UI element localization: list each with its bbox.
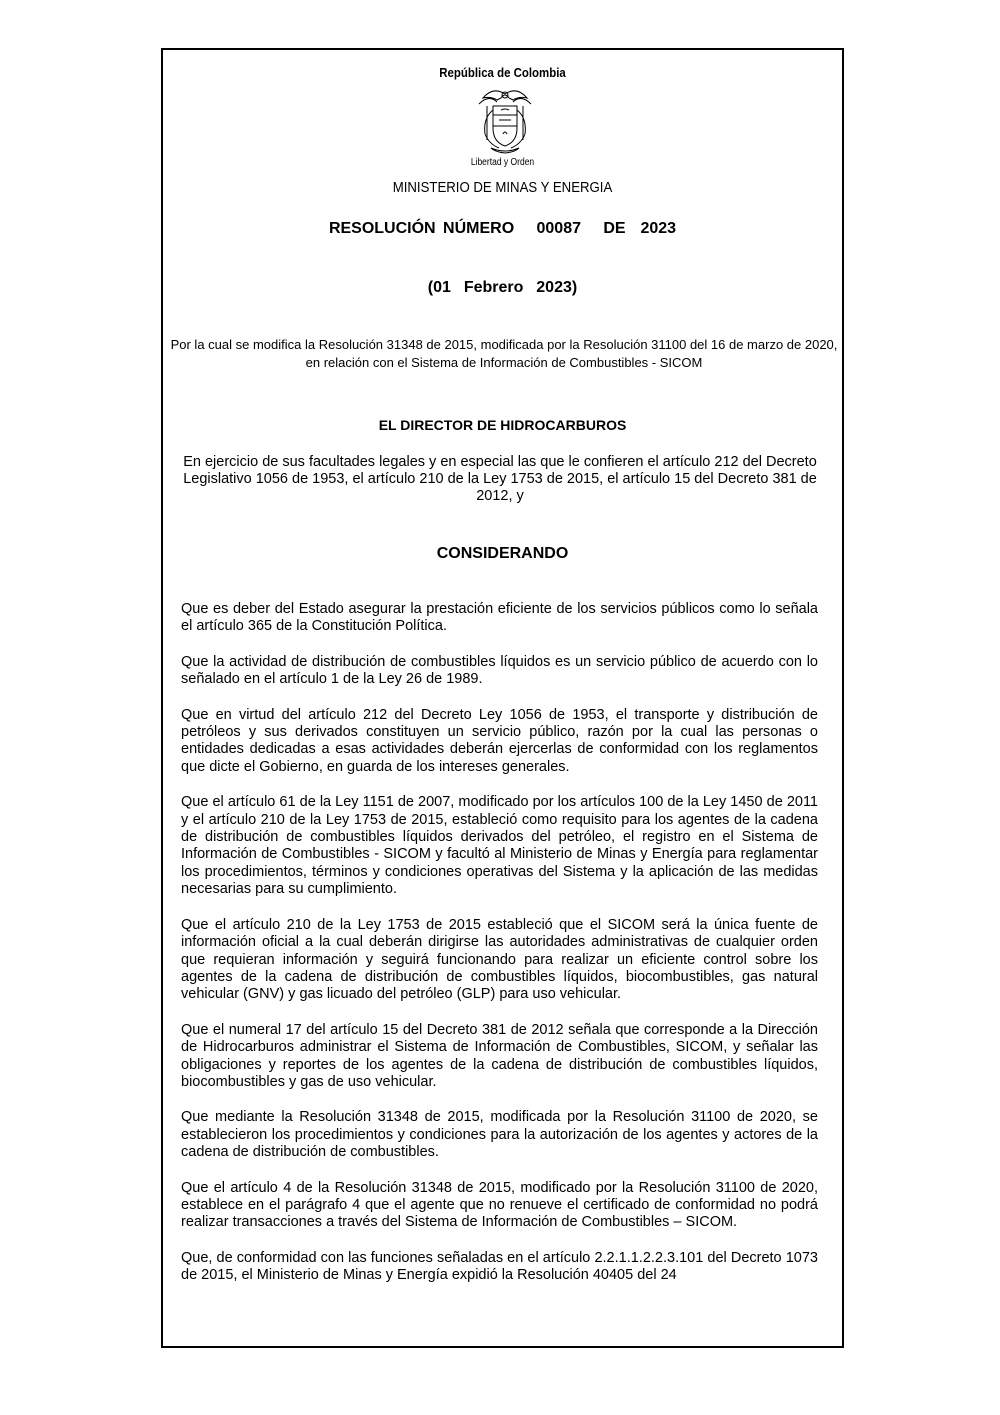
considerando-paragraph: Que el artículo 61 de la Ley 1151 de 2007, modificado por los artículos 100 de la Ley 1450 de 2011 y el artículo 210 de la Ley 1753 de 2015, estableció como requisito para los agentes de la cadena de distribución de combustibles líquidos derivados del petróleo, el registro en el Sistema de Información de Combustibles - SICOM y facultó al Ministerio de Minas y Energía para reglamentar los procedimientos, términos y condiciones operativas del Sistema y la aplicación de las medidas necesarias para su cumplimiento.: [181, 794, 818, 898]
considerando-paragraph: Que el artículo 210 de la Ley 1753 de 2015 estableció que el SICOM será la única fuente de información oficial a la cual deberán dirigirse las autoridades administrativas de cualquier orden que requieran información y seguirá funcionando para realizar un eficiente control sobre los agentes de la cadena de distribución de combustibles líquidos, biocombustibles, gas natural vehicular (GNV) y gas licuado del petróleo (GLP) para uso vehicular.: [181, 916, 818, 1003]
authority-powers: En ejercicio de sus facultades legales y en especial las que le confieren el artículo 212 del Decreto Legislativo 1056 de 1953, el artículo 210 de la Ley 1753 de 2015, el artículo 15 del Decreto 381 de 2012, y: [183, 454, 817, 504]
considerando-paragraph: Que, de conformidad con las funciones señaladas en el artículo 2.2.1.1.2.2.3.101 del Decreto 1073 de 2015, el Ministerio de Minas y Energía expidió la Resolución 40405 del 24: [181, 1249, 818, 1284]
considerando-paragraph: Que la actividad de distribución de combustibles líquidos es un servicio público de acuerdo con lo señalado en el artículo 1 de la Ley 26 de 1989.: [181, 653, 818, 688]
coat-of-arms-icon: [475, 84, 535, 156]
authority-title: EL DIRECTOR DE HIDROCARBUROS: [378, 417, 627, 433]
considerando-paragraph: Que mediante la Resolución 31348 de 2015, modificada por la Resolución 31100 de 2020, se establecieron los procedimientos y condiciones para la autorización de los agentes y actores de la cadena de distribución de combustibles.: [181, 1109, 818, 1161]
country-name: República de Colombia: [439, 65, 566, 80]
national-motto: Libertad y Orden: [470, 157, 535, 168]
resolution-epigraph: Por la cual se modifica la Resolución 31348 de 2015, modificada por la Resolución 31100 del 16 de marzo de 2020, en relación con el Sistema de Información de Combustibles - SICOM: [170, 337, 838, 370]
resolution-date: (01 Febrero 2023): [427, 279, 578, 296]
resolution-title: RESOLUCIÓN NÚMERO 00087 DE 2023: [328, 220, 677, 237]
considerando-body: [181, 601, 818, 1303]
considerando-paragraph: Que el numeral 17 del artículo 15 del Decreto 381 de 2012 señala que corresponde a la Dirección de Hidrocarburos administrar el Sistema de Información de Combustibles, SICOM, y señalar las obligaciones y reportes de los agentes de la cadena de distribución de combustibles líquidos, biocombustibles y gas de uso vehicular.: [181, 1021, 818, 1090]
considerando-paragraph: Que en virtud del artículo 212 del Decreto Ley 1056 de 1953, el transporte y distribución de petróleos y sus derivados constituyen un servicio público, razón por la cual las personas o entidades dedicadas a esas actividades deberán ejercerlas de conformidad con los reglamentos que dicte el Gobierno, en guarda de los intereses generales.: [181, 706, 818, 775]
considerando-paragraph: Que es deber del Estado asegurar la prestación eficiente de los servicios públicos como lo señala el artículo 365 de la Constitución Política.: [181, 601, 818, 635]
considerando-heading: CONSIDERANDO: [436, 545, 569, 562]
considerando-paragraph: Que el artículo 4 de la Resolución 31348 de 2015, modificado por la Resolución 31100 de 2020, establece en el parágrafo 4 que el agente que no renueve el certificado de conformidad no podrá realizar transacciones a través del Sistema de Información de Combustibles – SICOM.: [181, 1179, 818, 1231]
ministry-name: MINISTERIO DE MINAS Y ENERGIA: [392, 179, 613, 196]
